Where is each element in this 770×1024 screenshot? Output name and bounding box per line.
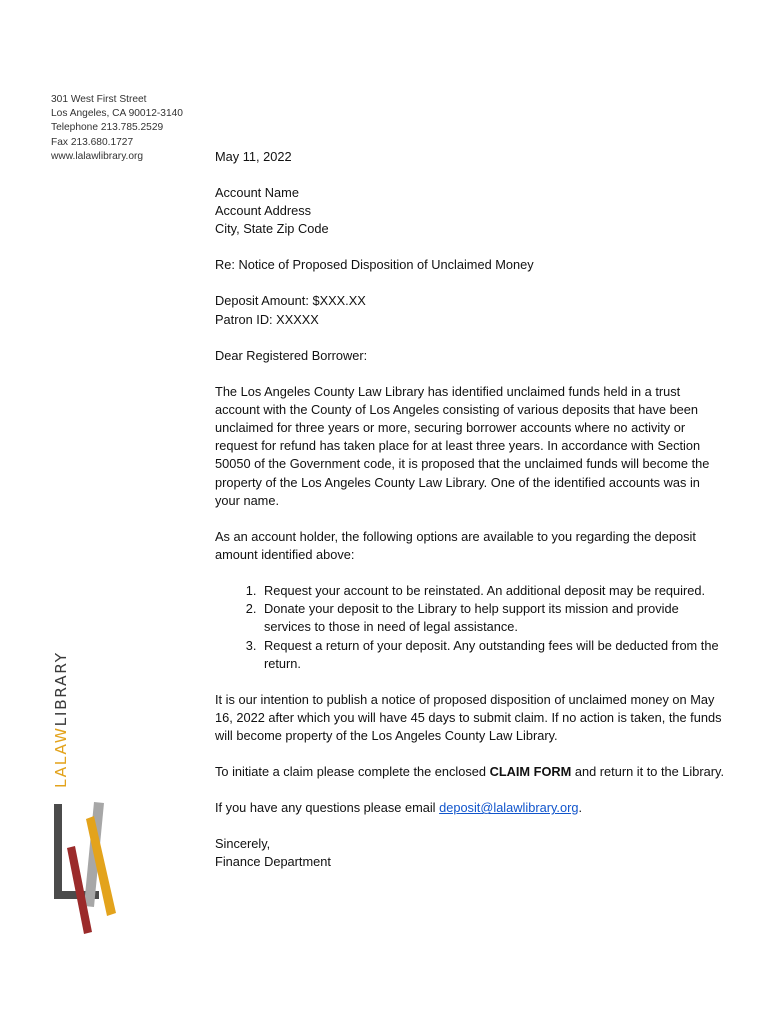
signature: Finance Department	[215, 854, 331, 870]
address-fax: Fax 213.680.1727	[51, 136, 134, 148]
paragraph-unclaimed-funds: The Los Angeles County Law Library has identified unclaimed funds held in a trust account with the County of Los Angeles consisting of various deposits that have been unclaimed for three years or more, securing borrower accounts where no activity or request for refund has taken place for at least three years. In accordance with Section 50050 of the Government code, it is proposed that the unclaimed funds will become the property of the Los Angeles County Law Library. One of the identified accounts was in your name.	[215, 383, 710, 508]
paragraph-options-intro: As an account holder, the following options are available to you regarding the deposit amount identified above:	[215, 528, 696, 563]
wordmark-lalaw: LALAW	[52, 726, 70, 788]
option-item: 3. Request a return of your deposit. Any outstanding fees will be deducted from the return.	[260, 637, 725, 673]
recipient-address: Account Address	[215, 203, 312, 219]
claim-form-label: CLAIM FORM	[489, 764, 572, 780]
salutation: Dear Registered Borrower:	[215, 347, 368, 363]
library-logo-icon	[48, 796, 128, 941]
claim-text-start: To initiate a claim please complete the enclosed	[215, 764, 490, 780]
library-wordmark	[52, 651, 70, 788]
address-street: 301 West First Street	[51, 94, 147, 105]
recipient-name: Account Name	[215, 185, 299, 200]
letter-date: May 11, 2022	[215, 149, 292, 164]
questions-period: .	[578, 800, 583, 816]
address-website: www.lalawlibrary.org	[51, 150, 144, 162]
letter-subject: Re: Notice of Proposed Disposition of Unclaimed Money	[215, 257, 534, 273]
wordmark-library: LIBRARY	[52, 651, 70, 727]
paragraph-claim	[215, 763, 725, 781]
deposit-amount: Deposit Amount: $XXX.XX	[215, 293, 366, 309]
address-city: Los Angeles, CA 90012-3140	[51, 108, 183, 120]
recipient-city-state-zip: City, State Zip Code	[215, 221, 329, 237]
address-telephone: Telephone 213.785.2529	[51, 122, 164, 134]
option-item: 1. Request your account to be reinstated. An additional deposit may be required.	[260, 582, 725, 600]
letter-body	[215, 148, 725, 872]
option-item: 2. Donate your deposit to the Library to help support its mission and provide services to those in need of legal assistance.	[260, 600, 725, 636]
email-link[interactable]: deposit@lalawlibrary.org	[439, 800, 579, 816]
closing: Sincerely,	[215, 836, 271, 852]
claim-text-end: and return it to the Library.	[571, 764, 725, 780]
patron-id: Patron ID: XXXXX	[215, 311, 319, 327]
options-list	[215, 582, 725, 673]
sender-address	[51, 93, 183, 164]
paragraph-intention: It is our intention to publish a notice of proposed disposition of unclaimed money on May 16, 2022 after which you will have 45 days to submit claim. If no action is taken, the funds will become property of the Los Angeles County Law Library.	[215, 691, 722, 744]
logo-l-vertical	[54, 804, 62, 899]
questions-text: If you have any questions please email	[215, 800, 440, 816]
paragraph-questions	[215, 799, 725, 817]
